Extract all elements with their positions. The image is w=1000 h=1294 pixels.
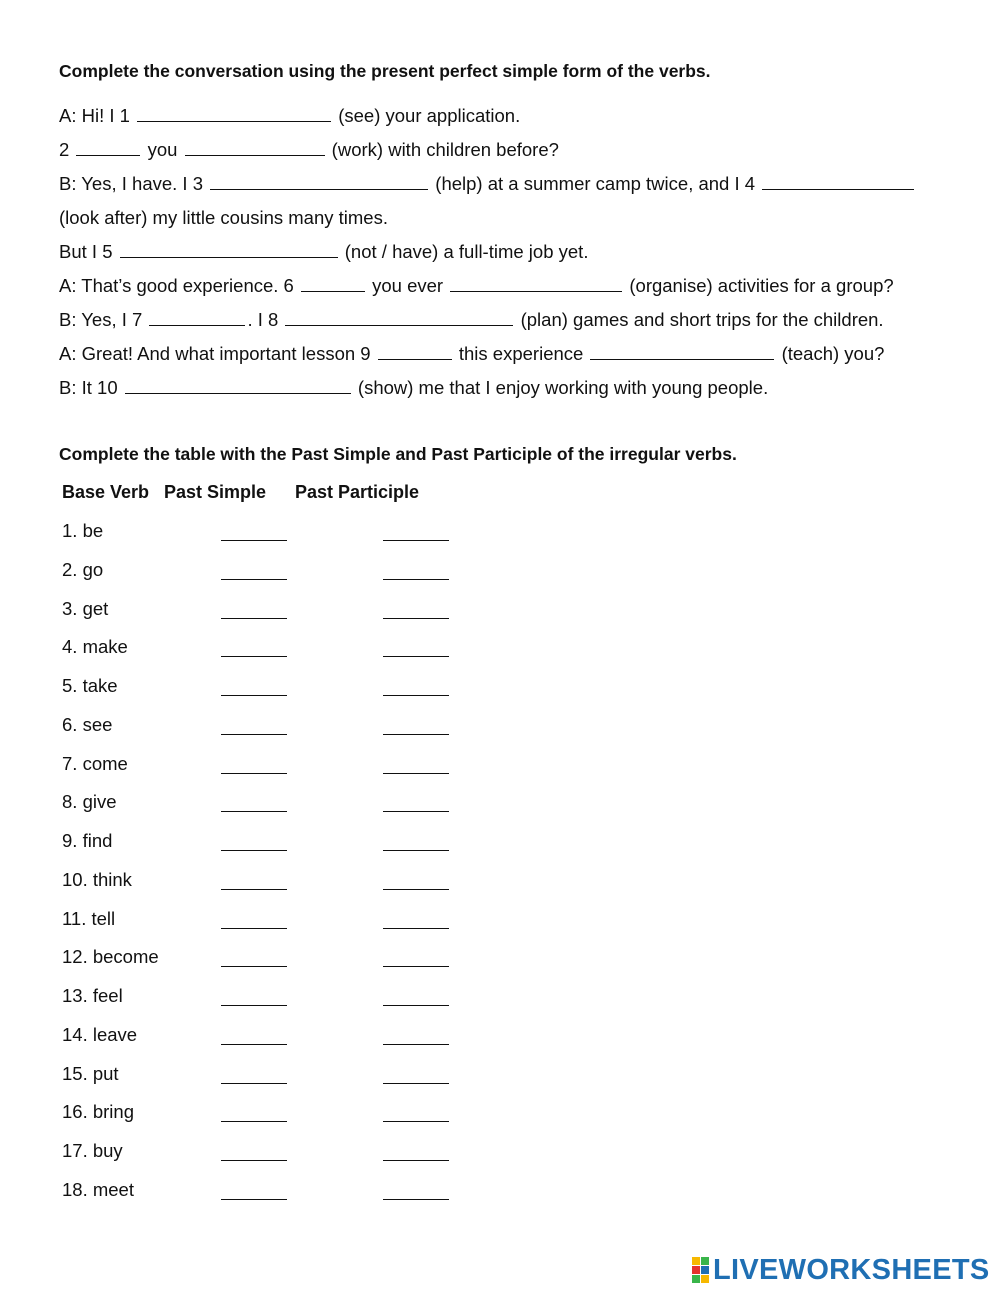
logo-mark-icon <box>692 1257 709 1283</box>
logo-square-red <box>692 1266 700 1274</box>
conversation-line-7: B: Yes, I 7 . I 8 (plan) games and short trips for the children. <box>59 309 884 330</box>
verb-row-label: 10. think <box>62 868 132 890</box>
verb-row-label: 18. meet <box>62 1178 134 1200</box>
verb-row-label: 9. find <box>62 830 113 851</box>
past-simple-blank[interactable] <box>221 656 287 657</box>
blank-9b[interactable] <box>590 358 774 360</box>
past-participle-blank[interactable] <box>383 656 449 657</box>
past-participle-blank[interactable] <box>383 1160 449 1161</box>
blank-4[interactable] <box>762 188 914 190</box>
verb-row-label: 4. make <box>62 636 128 658</box>
logo-square-green <box>701 1257 709 1265</box>
verb-row-label: 5. take <box>62 675 118 696</box>
past-participle-blank[interactable] <box>383 1199 449 1200</box>
blank-5[interactable] <box>120 256 338 258</box>
section-2-title: Complete the table with the Past Simple and Past Participle of the irregular verbs. <box>59 444 737 464</box>
past-participle-blank[interactable] <box>383 928 449 929</box>
verb-row-label: 8. give <box>62 791 117 813</box>
blank-6b[interactable] <box>450 290 622 292</box>
past-simple-blank[interactable] <box>221 773 287 774</box>
past-simple-blank[interactable] <box>221 1083 287 1084</box>
conversation-line-5: But I 5 (not / have) a full-time job yet. <box>59 241 589 262</box>
verb-row-label: 13. feel <box>62 985 123 1006</box>
past-participle-blank[interactable] <box>383 540 449 541</box>
column-header-past-simple: Past Simple <box>164 482 267 502</box>
verb-row-label: 16. bring <box>62 1101 134 1123</box>
past-simple-blank[interactable] <box>221 1199 287 1200</box>
blank-7[interactable] <box>149 324 245 326</box>
blank-8[interactable] <box>285 324 513 326</box>
past-simple-blank[interactable] <box>221 1044 287 1045</box>
verb-row-label: 12. become <box>62 946 159 968</box>
conversation-line-4: (look after) my little cousins many times. <box>59 207 388 228</box>
past-participle-blank[interactable] <box>383 811 449 812</box>
conversation-line-9: B: It 10 (show) me that I enjoy working with young people. <box>59 377 769 398</box>
past-simple-blank[interactable] <box>221 1121 287 1122</box>
verb-row-label: 2. go <box>62 558 104 580</box>
past-participle-blank[interactable] <box>383 579 449 580</box>
blank-2b[interactable] <box>185 154 325 156</box>
verb-row-label: 1. be <box>62 520 104 541</box>
liveworksheets-logo <box>692 1254 990 1286</box>
past-simple-blank[interactable] <box>221 1160 287 1161</box>
logo-square-green-2 <box>692 1275 700 1283</box>
verb-row-label: 15. put <box>62 1062 119 1084</box>
past-simple-blank[interactable] <box>221 540 287 541</box>
past-simple-blank[interactable] <box>221 850 287 851</box>
logo-square-blue <box>701 1266 709 1274</box>
verb-row-label: 6. see <box>62 713 113 735</box>
logo-text: LIVEWORKSHEETS <box>713 1253 990 1286</box>
past-participle-blank[interactable] <box>383 1083 449 1084</box>
past-participle-blank[interactable] <box>383 773 449 774</box>
blank-6a[interactable] <box>301 290 365 292</box>
conversation-line-1: A: Hi! I 1 (see) your application. <box>59 105 521 126</box>
verb-row-label: 3. get <box>62 597 109 619</box>
past-simple-blank[interactable] <box>221 695 287 696</box>
verb-row-label: 17. buy <box>62 1140 123 1161</box>
conversation-line-3: B: Yes, I have. I 3 (help) at a summer camp twice, and I 4 <box>59 173 916 195</box>
past-simple-blank[interactable] <box>221 889 287 890</box>
past-participle-blank[interactable] <box>383 1005 449 1006</box>
blank-2a[interactable] <box>76 154 140 156</box>
past-simple-blank[interactable] <box>221 579 287 580</box>
verb-row-label: 14. leave <box>62 1023 138 1045</box>
past-participle-blank[interactable] <box>383 734 449 735</box>
past-simple-blank[interactable] <box>221 928 287 929</box>
logo-square-yellow <box>692 1257 700 1265</box>
past-participle-blank[interactable] <box>383 966 449 967</box>
past-simple-blank[interactable] <box>221 734 287 735</box>
past-participle-blank[interactable] <box>383 1121 449 1122</box>
conversation-line-8: A: Great! And what important lesson 9 this experience (teach) you? <box>59 343 885 364</box>
column-header-past-participle: Past Participle <box>295 482 420 502</box>
past-participle-blank[interactable] <box>383 850 449 851</box>
verb-row-label: 11. tell <box>62 907 116 929</box>
blank-10[interactable] <box>125 392 351 394</box>
column-header-base-verb: Base Verb <box>62 482 150 502</box>
blank-1[interactable] <box>137 120 331 122</box>
past-participle-blank[interactable] <box>383 695 449 696</box>
past-participle-blank[interactable] <box>383 889 449 890</box>
blank-9a[interactable] <box>378 358 452 360</box>
past-simple-blank[interactable] <box>221 1005 287 1006</box>
section-1-title: Complete the conversation using the present perfect simple form of the verbs. <box>59 61 711 81</box>
past-participle-blank[interactable] <box>383 618 449 619</box>
past-simple-blank[interactable] <box>221 811 287 812</box>
blank-3[interactable] <box>210 188 428 190</box>
logo-square-yellow-2 <box>701 1275 709 1283</box>
conversation-line-2: 2 you (work) with children before? <box>59 139 559 160</box>
past-simple-blank[interactable] <box>221 618 287 619</box>
verb-row-label: 7. come <box>62 752 128 774</box>
past-simple-blank[interactable] <box>221 966 287 967</box>
past-participle-blank[interactable] <box>383 1044 449 1045</box>
conversation-line-6: A: That’s good experience. 6 you ever (organise) activities for a group? <box>59 275 894 296</box>
